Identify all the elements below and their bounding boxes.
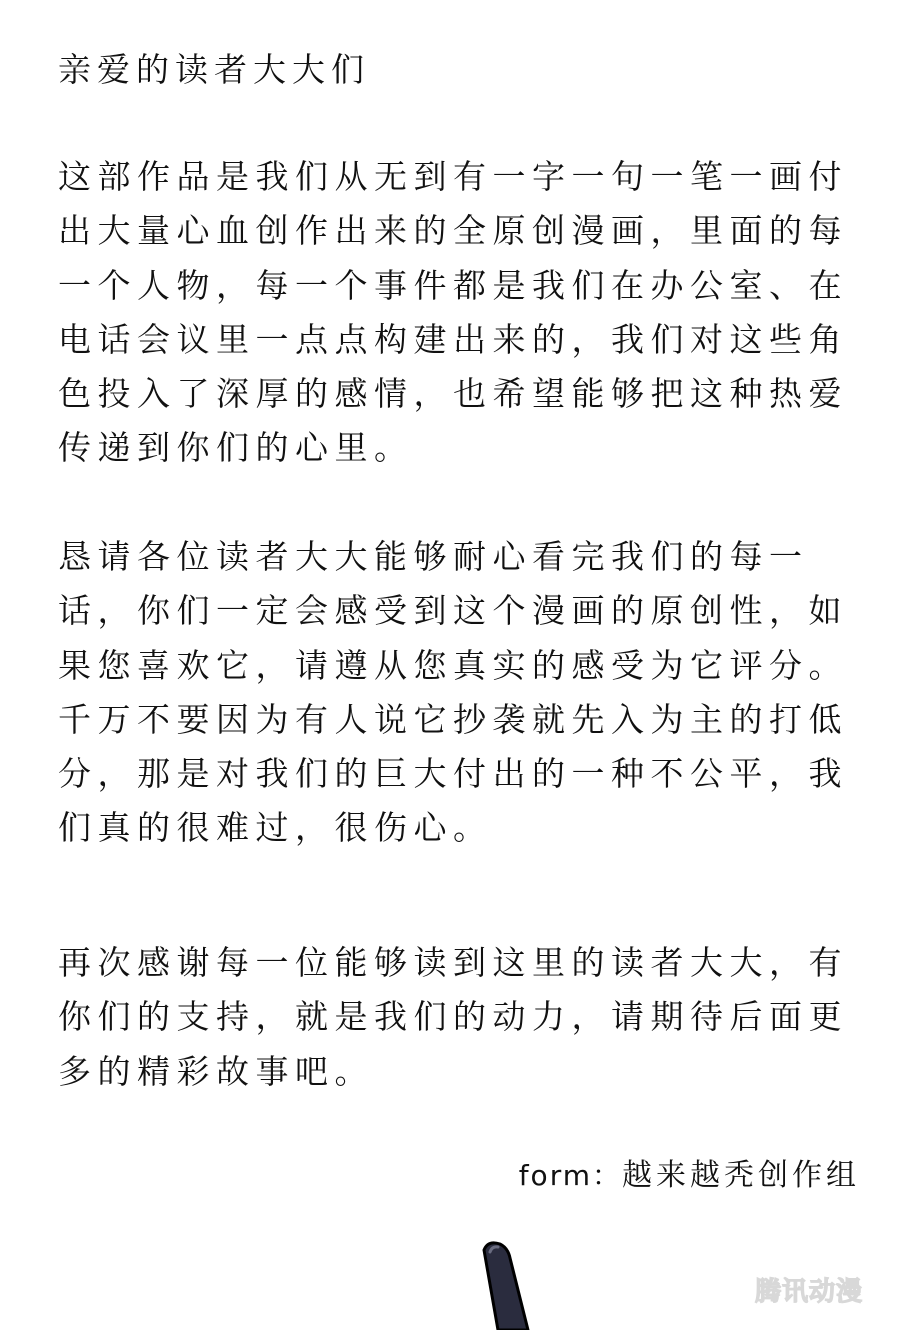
signature-prefix: form： <box>518 1159 622 1192</box>
letter-greeting: 亲爱的读者大大们 <box>58 50 370 89</box>
letter-paragraph-2: 恳请各位读者大大能够耐心看完我们的每一话，你们一定会感受到这个漫画的原创性，如果您喜欢它，请遵从您真实的感受为它评分。千万不要因为有人说它抄袭就先入为主的打低分，那是对我们的巨大付出的一种不公平，我们真的很难过，很伤心。 <box>58 537 848 848</box>
signature-name: 越来越秃创作组 <box>622 1158 860 1193</box>
svg-text:腾讯动漫: 腾讯动漫 <box>754 1277 864 1307</box>
pen-illustration <box>470 1240 590 1330</box>
letter-signature <box>519 1150 860 1194</box>
watermark-logo <box>740 1272 878 1310</box>
letter-paragraph-1: 这部作品是我们从无到有一字一句一笔一画付出大量心血创作出来的全原创漫画，里面的每一个人物，每一个事件都是我们在办公室、在电话会议里一点点构建出来的，我们对这些角色投入了深厚的感情，也希望能够把这种热爱传递到你们的心里。 <box>58 157 848 468</box>
letter-paragraph-3: 再次感谢每一位能够读到这里的读者大大，有你们的支持，就是我们的动力，请期待后面更多的精彩故事吧。 <box>58 943 848 1091</box>
